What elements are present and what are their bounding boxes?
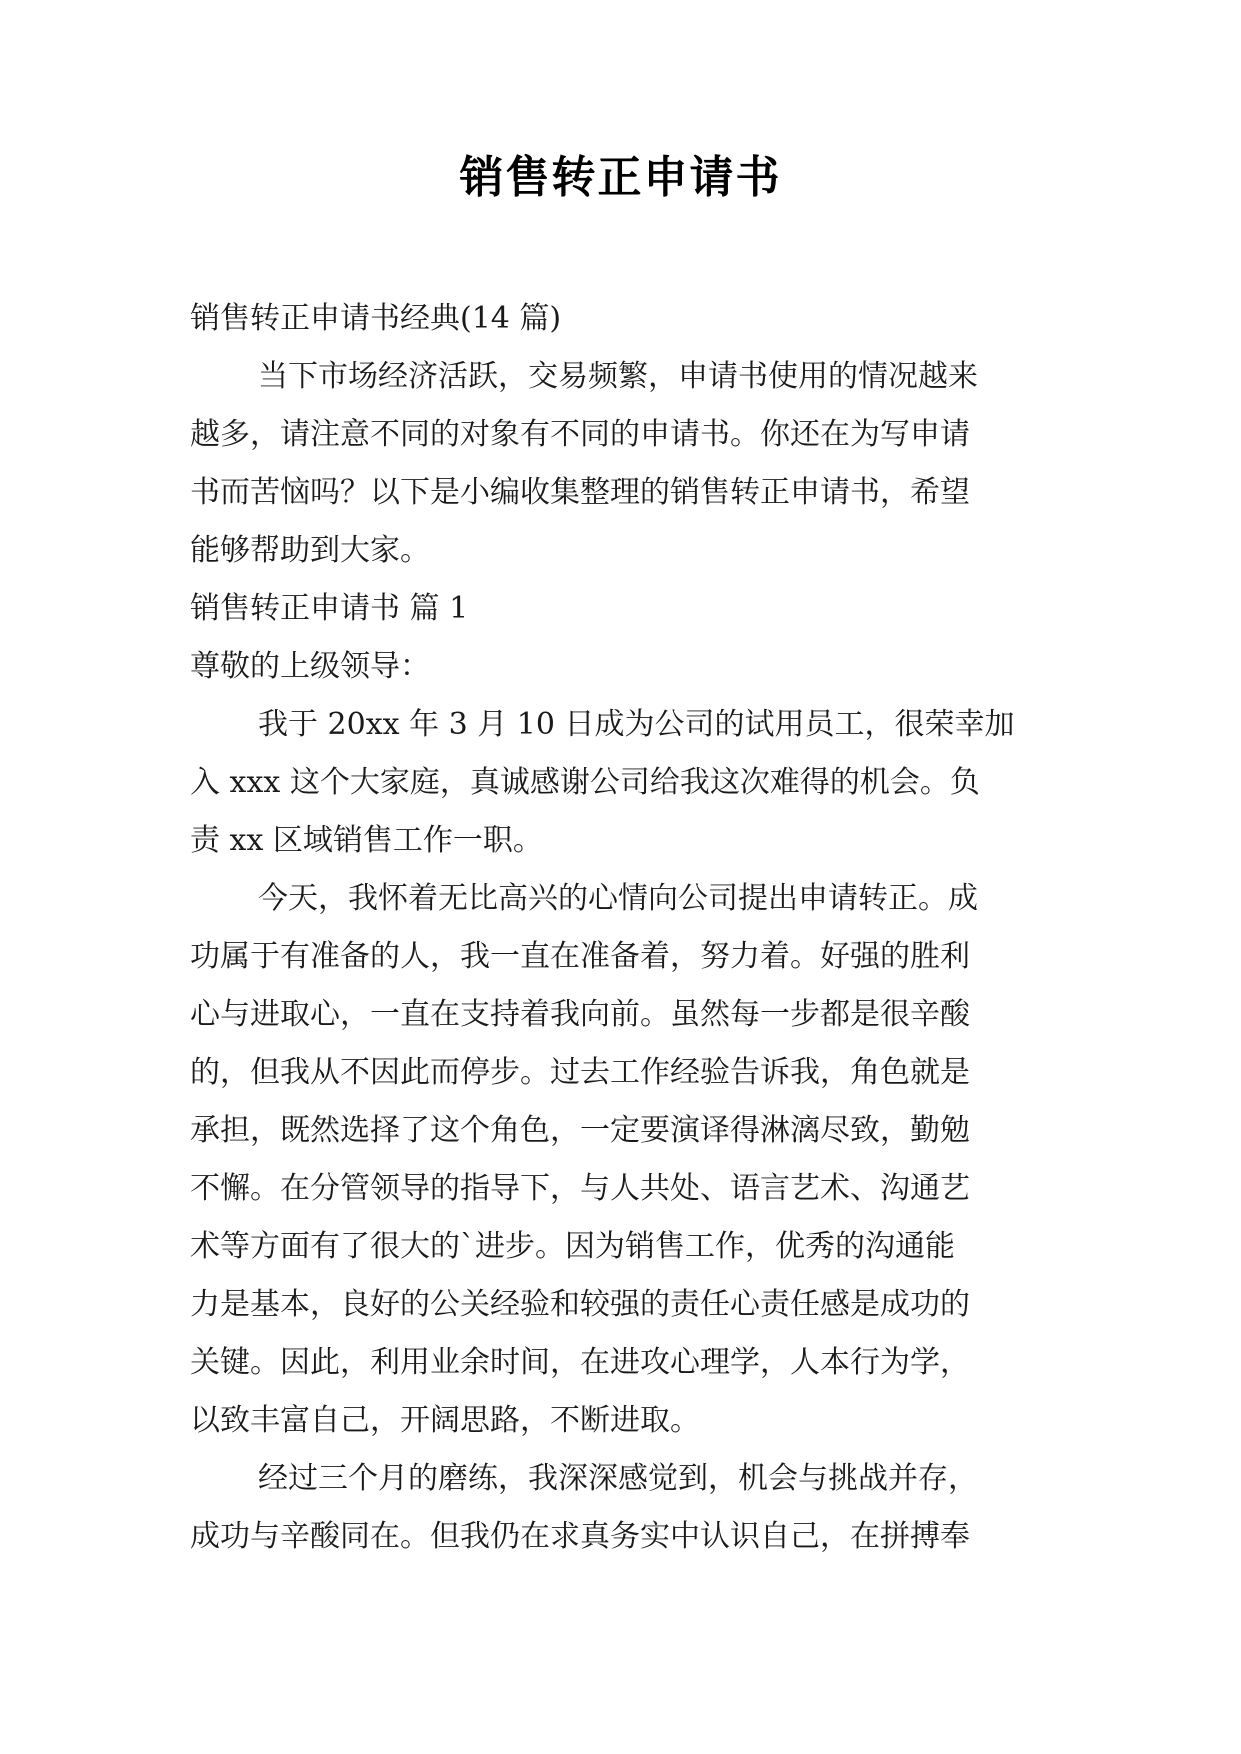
text-line: 责 xx 区域销售工作一职。 [190, 823, 543, 858]
text-line: 术等方面有了很大的`进步。因为销售工作，优秀的沟通能 [190, 1229, 955, 1264]
text-line: 今天，我怀着无比高兴的心情向公司提出申请转正。成 [258, 881, 978, 916]
section-heading: 销售转正申请书 篇 1 [190, 591, 469, 626]
text-line: 我于 20xx 年 3 月 10 日成为公司的试用员工，很荣幸加 [258, 707, 1015, 742]
text-line: 当下市场经济活跃，交易频繁，申请书使用的情况越来 [258, 359, 978, 394]
document-title: 销售转正申请书 [459, 152, 782, 203]
text-line: 成功与辛酸同在。但我仍在求真务实中认识自己，在拼搏奉 [190, 1519, 970, 1554]
text-line: 不懈。在分管领导的指导下，与人共处、语言艺术、沟通艺 [190, 1171, 970, 1206]
text-line: 书而苦恼吗？以下是小编收集整理的销售转正申请书，希望 [190, 475, 970, 510]
text-line: 承担，既然选择了这个角色，一定要演译得淋漓尽致，勤勉 [190, 1113, 970, 1148]
text-line: 心与进取心，一直在支持着我向前。虽然每一步都是很辛酸 [190, 997, 970, 1032]
text-line: 经过三个月的磨练，我深深感觉到，机会与挑战并存， [258, 1461, 978, 1496]
text-line: 销售转正申请书经典(14 篇) [190, 301, 562, 336]
text-line: 功属于有准备的人，我一直在准备着，努力着。好强的胜利 [190, 939, 970, 974]
salutation: 尊敬的上级领导： [190, 649, 430, 684]
text-line: 越多，请注意不同的对象有不同的申请书。你还在为写申请 [190, 417, 970, 452]
text-line: 以致丰富自己，开阔思路，不断进取。 [190, 1403, 700, 1438]
text-line: 力是基本，良好的公关经验和较强的责任心责任感是成功的 [190, 1287, 970, 1322]
text-line: 能够帮助到大家。 [190, 533, 430, 568]
text-line: 入 xxx 这个大家庭，真诚感谢公司给我这次难得的机会。负 [190, 765, 980, 800]
text-line: 的，但我从不因此而停步。过去工作经验告诉我，角色就是 [190, 1055, 970, 1090]
document-body [190, 290, 1070, 1566]
text-line: 关键。因此，利用业余时间，在进攻心理学，人本行为学， [190, 1345, 970, 1380]
